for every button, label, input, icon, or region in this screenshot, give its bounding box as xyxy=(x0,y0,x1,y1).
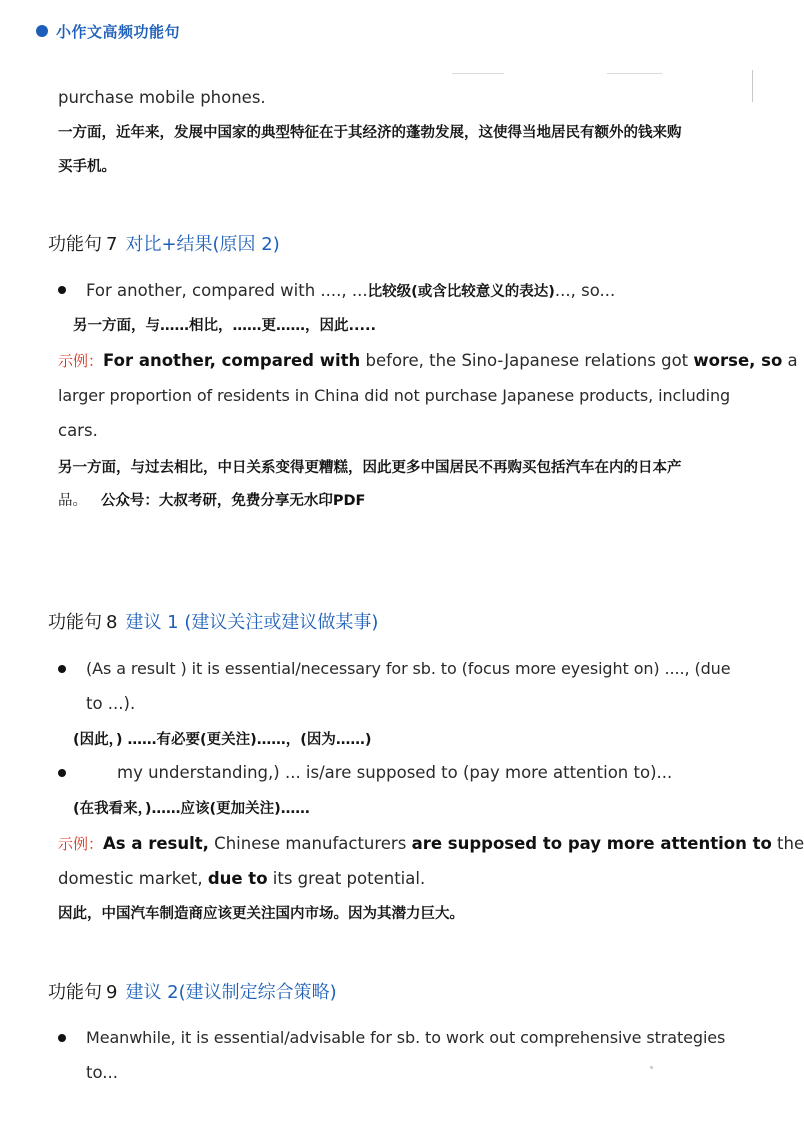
example-text: Chinese manufacturers xyxy=(208,834,412,853)
example-bold: For another, compared with xyxy=(103,351,361,370)
example-text: domestic market, xyxy=(58,869,208,888)
intro-line-zh: 一方面，近年来，发展中国家的典型特征在于其经济的蓬勃发展，这使得当地居民有额外的钱来购 xyxy=(58,125,682,141)
pattern-en: For another, compared with ...., ... xyxy=(86,281,368,300)
example-text: its great potential. xyxy=(267,869,426,888)
section-heading-9 xyxy=(48,982,337,1004)
bullet-icon xyxy=(58,286,66,294)
decorative-divider xyxy=(452,73,504,74)
section-label: 功能句 xyxy=(48,612,102,633)
pattern-zh: 比较级(或含比较意义的表达) xyxy=(367,284,555,300)
example-line: larger proportion of residents in China did not purchase Japanese products, including xyxy=(58,386,731,405)
example-bold: worse, so xyxy=(693,351,783,370)
pattern-en: ..., so... xyxy=(554,281,616,300)
example-line xyxy=(58,351,798,371)
section-number: 8 xyxy=(106,612,118,633)
header-title: 小作文高频功能句 xyxy=(56,22,181,41)
bullet-icon xyxy=(58,769,66,777)
intro-line-en: purchase mobile phones. xyxy=(58,88,266,107)
example-bold: As a result, xyxy=(103,834,209,853)
intro-line-zh: 买手机。 xyxy=(58,159,116,175)
example-line xyxy=(58,834,804,854)
pattern-line: my understanding,) ... is/are supposed to (pay more attention to)... xyxy=(117,763,673,782)
section-heading-8 xyxy=(48,612,378,634)
section-number: 7 xyxy=(106,234,118,255)
example-bold: are supposed to pay more attention to xyxy=(411,834,772,853)
pattern-line: Meanwhile, it is essential/advisable for sb. to work out comprehensive strategies xyxy=(86,1028,726,1047)
example-text: the xyxy=(771,834,804,853)
decorative-divider xyxy=(607,73,662,74)
translation-end: 品。 xyxy=(58,493,87,509)
page-header xyxy=(36,20,180,42)
section-label: 功能句 xyxy=(48,234,102,255)
section-label: 功能句 xyxy=(48,982,102,1003)
bullet-icon xyxy=(58,1034,66,1042)
bullet-dot-icon xyxy=(36,25,48,37)
example-bold: due to xyxy=(207,869,268,888)
example-label: 示例： xyxy=(58,352,104,370)
pattern-translation: 另一方面，与……相比，……更……，因此..... xyxy=(73,318,377,334)
example-text: before, the Sino-Japanese relations got xyxy=(360,351,694,370)
section-subtitle: 建议 2(建议制定综合策略) xyxy=(125,982,337,1003)
example-label: 示例： xyxy=(58,835,104,853)
watermark-note: 公众号：大叔考研，免费分享无水印PDF xyxy=(100,493,366,509)
pattern-line: to ...). xyxy=(86,694,136,713)
pattern-translation: (在我看来，)……应该(更加关注)…… xyxy=(73,801,310,817)
section-subtitle: 建议 1 (建议关注或建议做某事) xyxy=(125,612,379,633)
pattern-line: to... xyxy=(86,1063,119,1082)
example-translation: 另一方面，与过去相比，中日关系变得更糟糕，因此更多中国居民不再购买包括汽车在内的日本产 xyxy=(58,460,682,476)
section-number: 9 xyxy=(106,982,118,1003)
pattern-line xyxy=(86,281,615,302)
bullet-icon xyxy=(58,665,66,673)
section-subtitle: 对比+结果(原因 2) xyxy=(125,234,280,255)
example-translation: 因此，中国汽车制造商应该更关注国内市场。因为其潜力巨大。 xyxy=(58,906,464,922)
pattern-line: (As a result ) it is essential/necessary for sb. to (focus more eyesight on) ...., (due xyxy=(86,659,731,678)
example-line xyxy=(58,869,425,889)
pattern-translation: (因此，) ……有必要(更关注)……，(因为……) xyxy=(73,732,372,748)
example-translation xyxy=(58,491,365,511)
section-heading-7 xyxy=(48,234,280,256)
decorative-divider xyxy=(752,70,753,102)
example-line: cars. xyxy=(58,421,98,440)
example-text: a xyxy=(782,351,798,370)
decorative-dot xyxy=(650,1066,653,1069)
